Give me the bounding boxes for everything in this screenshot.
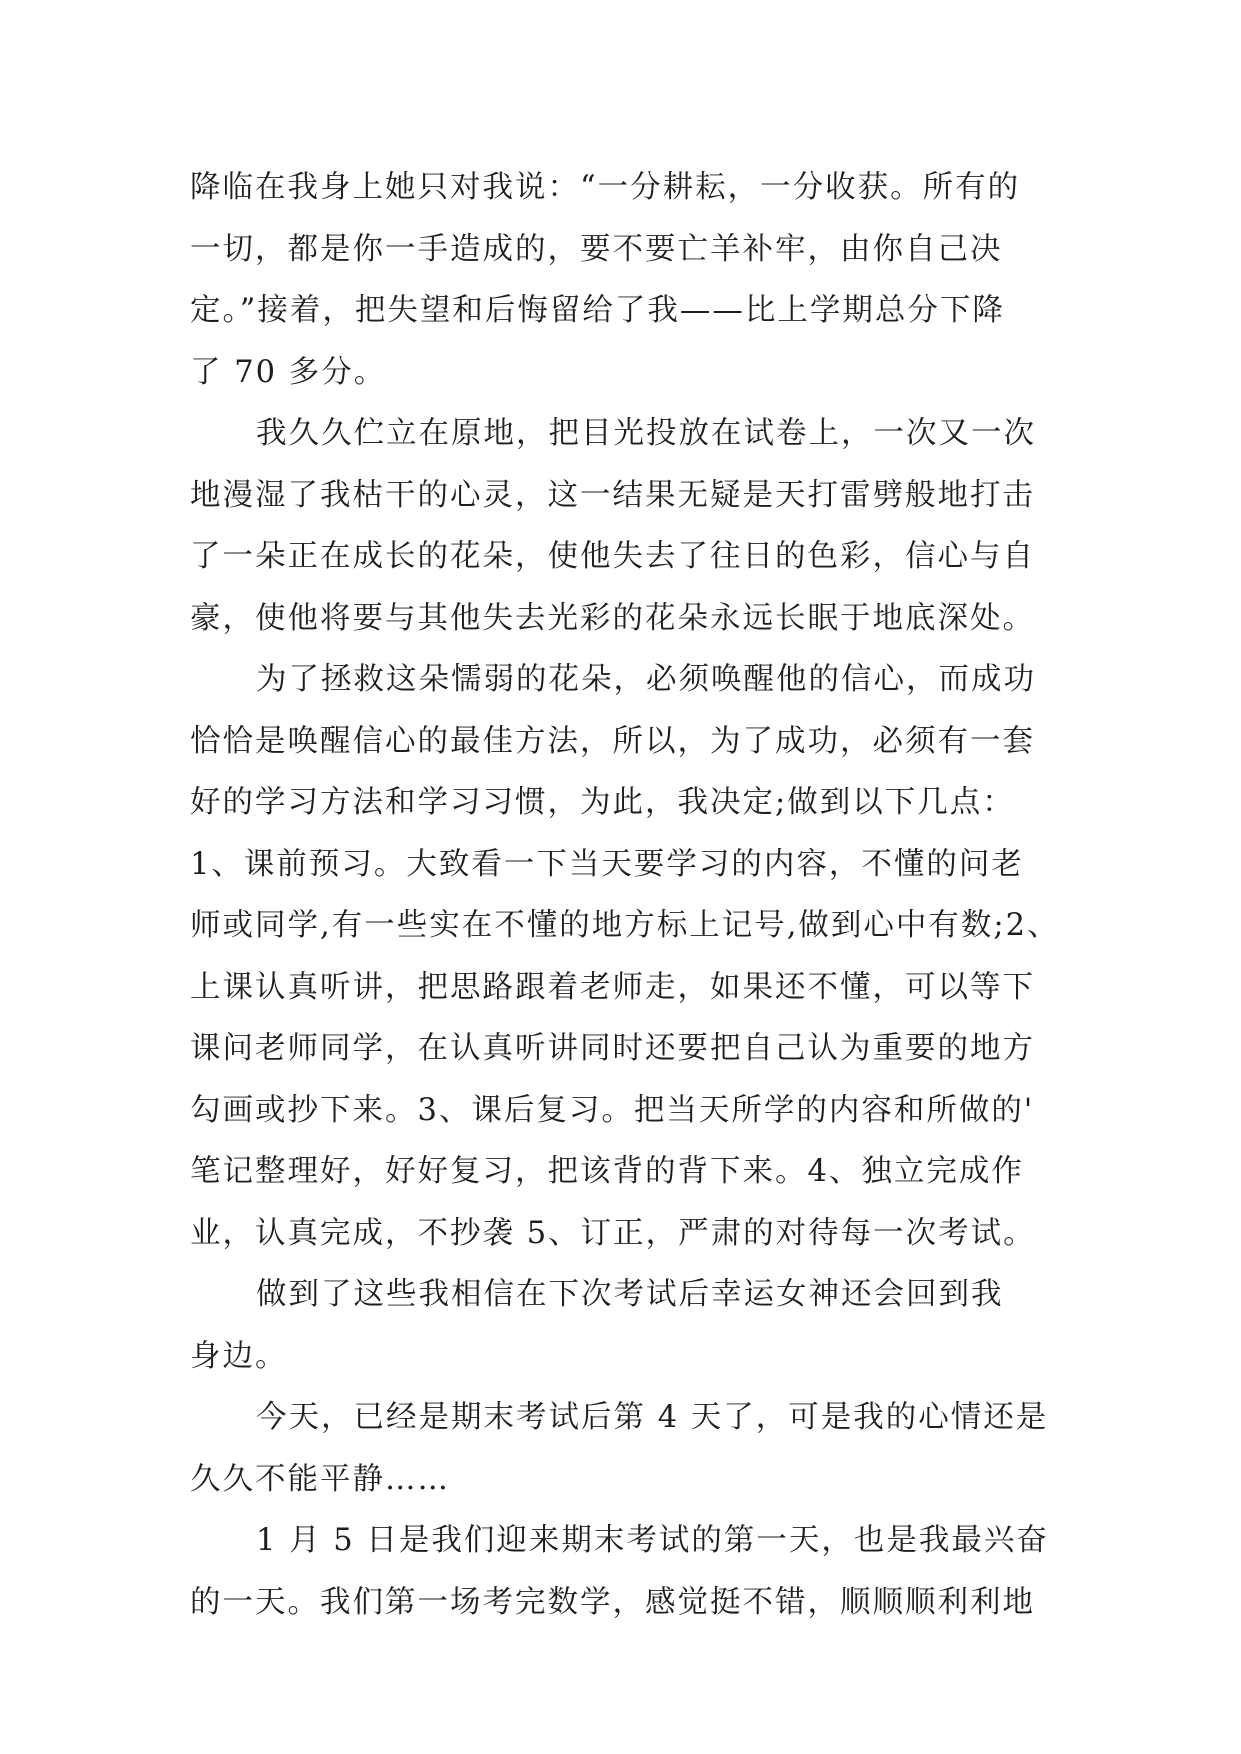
text-line: 定。”接着，把失望和后悔留给了我——比上学期总分下降 [190,293,1005,328]
body-text [190,157,1060,1633]
text-line: 地漫湿了我枯干的心灵，这一结果无疑是天打雷劈般地打击 [190,477,1035,513]
paragraph-first-line: 我久久伫立在原地，把目光投放在试卷上，一次又一次 [256,416,1036,451]
text-line: 了 70 多分。 [190,354,387,390]
text-line: 一切，都是你一手造成的，要不要亡羊补牢，由你自己决 [190,231,1003,267]
text-line: 好的学习方法和学习习惯，为此，我决定;做到以下几点： [190,785,1015,820]
text-line: 1、课前预习。大致看一下当天要学习的内容，不懂的问老 [190,846,1024,882]
text-line: 的一天。我们第一场考完数学，感觉挺不错，顺顺顺利利地 [190,1584,1035,1620]
text-line: 恰恰是唤醒信心的最佳方法，所以，为了成功，必须有一套 [190,723,1035,759]
text-line: 上课认真听讲，把思路跟着老师走，如果还不懂，可以等下 [190,969,1035,1005]
text-line: 久久不能平静…… [190,1461,450,1497]
text-line: 师或同学,有一些实在不懂的地方标上记号,做到心中有数;2、 [190,908,1060,943]
text-line: 笔记整理好，好好复习，把该背的背下来。4、独立完成作 [190,1154,1024,1189]
paragraph-first-line: 1 月 5 日是我们迎来期末考试的第一天，也是我最兴奋 [256,1523,1049,1558]
text-line: 身边。 [190,1338,288,1374]
text-line: 勾画或抄下来。3、课后复习。把当天所学的内容和所做的' [190,1092,1035,1128]
text-line: 豪，使他将要与其他失去光彩的花朵永远长眠于地底深处。 [190,600,1035,636]
paragraph-first-line: 做到了这些我相信在下次考试后幸运女神还会回到我 [256,1277,1004,1312]
text-line: 了一朵正在成长的花朵，使他失去了往日的色彩，信心与自 [190,539,1035,574]
text-line: 降临在我身上她只对我说：“一分耕耘，一分收获。所有的 [190,170,1021,205]
paragraph-first-line: 今天，已经是期末考试后第 4 天了，可是我的心情还是 [256,1400,1049,1435]
text-line: 课问老师同学，在认真听讲同时还要把自己认为重要的地方 [190,1031,1035,1066]
text-line: 业，认真完成，不抄袭 5、订正，严肃的对待每一次考试。 [190,1215,1036,1251]
paragraph-first-line: 为了拯救这朵懦弱的花朵，必须唤醒他的信心，而成功 [256,662,1036,697]
